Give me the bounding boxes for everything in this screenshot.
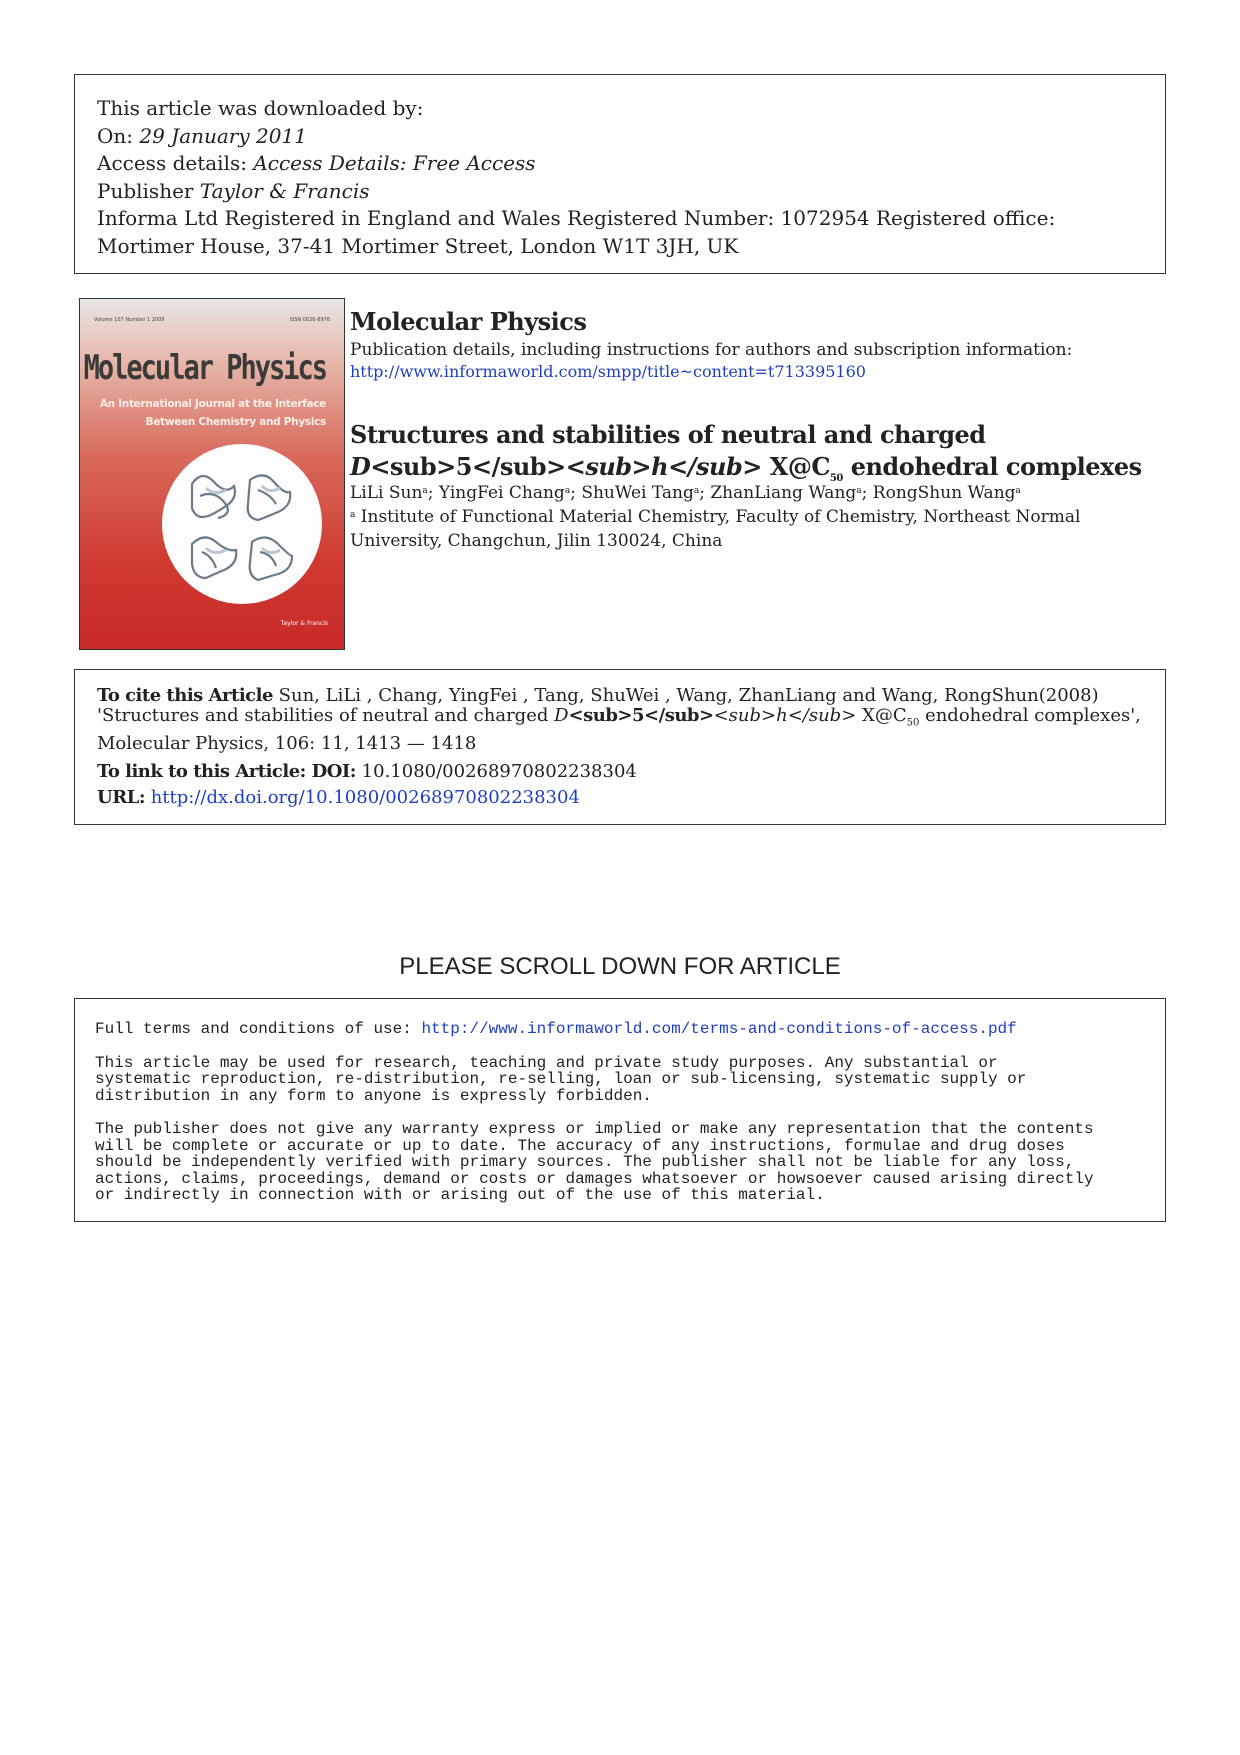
access-label: Access details: bbox=[97, 151, 254, 175]
registered-office: Informa Ltd Registered in England and Wales Registered Number: 1072954 Registered office: Mortimer House, 37-41 Mortimer Street, London W1T 3JH, UK bbox=[97, 206, 1056, 258]
author: ShuWei Tang bbox=[581, 483, 694, 503]
article-title-line1: Structures and stabilities of neutral and charged bbox=[350, 420, 986, 449]
on-label: On: bbox=[97, 123, 140, 148]
doi-value: 10.1080/00268970802238304 bbox=[355, 760, 637, 782]
citation-box bbox=[74, 669, 1166, 825]
download-intro: This article was downloaded by: bbox=[97, 96, 424, 120]
terms-box bbox=[74, 998, 1166, 1222]
author: ZhanLiang Wang bbox=[710, 483, 857, 503]
download-info-box bbox=[74, 74, 1166, 274]
access-details-line bbox=[97, 150, 1143, 178]
cover-title: Molecular Physics bbox=[83, 349, 326, 388]
terms-paragraph-usage: This article may be used for research, teaching and private study purposes. Any substantial or systematic reproduction, re-distribution, re-selling, loan or sub-licensing, systematic supply or distribution in any form to anyone is expressly forbidden. bbox=[95, 1053, 1027, 1105]
doi-url-link[interactable]: http://dx.doi.org/10.1080/00268970802238304 bbox=[144, 786, 580, 808]
download-date: 29 January 2011 bbox=[139, 123, 307, 148]
journal-url-link[interactable]: http://www.informaworld.com/smpp/title~content=t713395160 bbox=[350, 362, 866, 381]
cover-publisher-logo: Taylor & Francis bbox=[280, 620, 328, 627]
protein-structure-illustration bbox=[162, 444, 322, 604]
url-label: URL: bbox=[97, 786, 145, 808]
access-value: Access Details: Free Access bbox=[253, 151, 536, 175]
journal-title: Molecular Physics bbox=[350, 307, 587, 336]
cover-issn: ISSN 0026-8976 bbox=[289, 317, 330, 323]
publisher-line bbox=[97, 178, 1143, 206]
terms-paragraph-disclaimer: The publisher does not give any warranty express or implied or make any representation that the contents will be complete or accurate or up to date. The accuracy of any instructions, formulae and drug doses should be independently verified with primary sources. The publisher shall not be liable for any loss, actions, claims, proceedings, demand or costs or damages whatsoever or howsoever caused arising directly or indirectly in connection with or arising out of the use of this material. bbox=[95, 1120, 1094, 1204]
publisher-label: Publisher bbox=[97, 178, 200, 203]
cover-volume: Volume 107 Number 1 2009 bbox=[94, 317, 165, 323]
publisher-value: Taylor & Francis bbox=[199, 178, 370, 203]
terms-line: Full terms and conditions of use: http://www.informaworld.com/terms-and-conditions-of-access.pdf bbox=[95, 1020, 1017, 1038]
affiliation: $^a$ Institute of Functional Material Chemistry, Faculty of Chemistry, Northeast Normal University, Changchun, Jilin 130024, China bbox=[350, 507, 1081, 551]
author-list: LiLi Sun$^a$; YingFei Chang$^a$; ShuWei Tang$^a$; ZhanLiang Wang$^a$; RongShun Wang$^a$ bbox=[350, 483, 1021, 503]
url-line bbox=[97, 788, 1143, 808]
article-title-line2: $D<sub>5</sub><sub>h</sub> X@C_{50}$ endohedral complexes bbox=[350, 452, 1142, 484]
scroll-notice: PLEASE SCROLL DOWN FOR ARTICLE bbox=[399, 953, 841, 980]
journal-cover-image bbox=[79, 298, 345, 650]
link-label: To link to this Article: DOI: bbox=[97, 760, 356, 782]
author: LiLi Sun bbox=[350, 483, 423, 503]
author: RongShun Wang bbox=[872, 483, 1016, 503]
terms-url-link[interactable]: http://www.informaworld.com/terms-and-conditions-of-access.pdf bbox=[421, 1020, 1017, 1038]
citation-text: To cite this Article Sun, LiLi , Chang, YingFei , Tang, ShuWei , Wang, ZhanLiang and Wang, RongShun(2008) 'Structures and stabilities of neutral and charged $D<sub>5</sub><sub>h</sub> X@C_{50}$ endohedral complexes', Molecular Physics, 106: 11, 1413 — 1418 bbox=[97, 685, 1141, 754]
download-date-line bbox=[97, 123, 1143, 151]
author: YingFei Chang bbox=[438, 483, 565, 503]
publication-details: Publication details, including instructions for authors and subscription information: bbox=[350, 340, 1073, 360]
doi-line bbox=[97, 762, 1143, 782]
cover-subtitle: An International Journal at the Interface Between Chemistry and Physics bbox=[99, 398, 326, 428]
protein-ribbon-icon bbox=[162, 444, 322, 604]
journal-info bbox=[350, 308, 1160, 383]
cite-label: To cite this Article bbox=[97, 685, 273, 706]
